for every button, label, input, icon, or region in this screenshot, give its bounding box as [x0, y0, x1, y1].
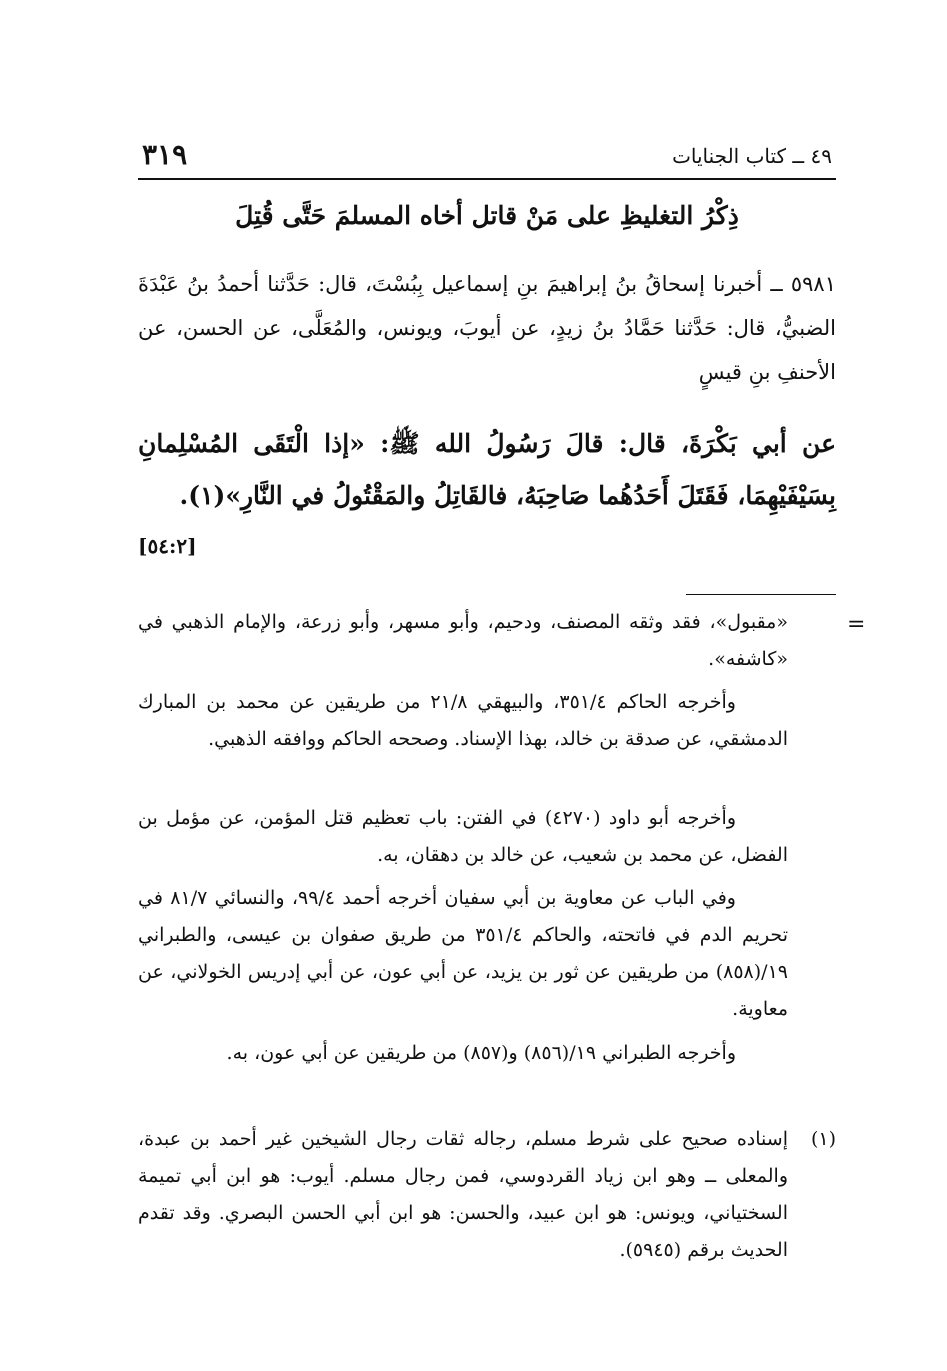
section-title: ذِكْرُ التغليظِ على مَنْ قاتل أخاه المسلمَ حَتَّى قُتِلَ — [235, 201, 739, 230]
hadith-matn: عن أبي بَكْرَةَ، قال: قالَ رَسُولُ الله ﷺ: «إذا الْتَقَى المُسْلِمانِ بِسَيْفَيْهِمَا، فَقَتَلَ أَحَدُهُما صَاحِبَهُ، فالقَاتِلُ والمَقْتُولُ في النَّارِ»(١). — [138, 429, 836, 510]
running-title: ٤٩ ــ كتاب الجنايات — [672, 144, 832, 168]
page-number: ٣١٩ — [142, 138, 188, 171]
hadith-isnad: ٥٩٨١ ــ أخبرنا إسحاقُ بنُ إبراهيمَ بنِ إسماعيل بِبُسْتَ، قال: حَدَّثنا أحمدُ بنُ عَبْدَةَ الضبيُّ، قال: حَدَّثنا حَمَّادُ بنُ زيدٍ، عن أيوبَ، ويونس، والمُعَلَّى، عن الحسن، عن الأحنفِ بنِ قيسٍ — [138, 272, 836, 384]
footnote-paragraph: وفي الباب عن معاوية بن أبي سفيان أخرجه أحمد ٩٩/٤، والنسائي ٨١/٧ في تحريم الدم في فاتحته، والحاكم ٣٥١/٤ من طريق صفوان بن عيسى، والطبراني ١٩/(٨٥٨) من طريقين عن ثور بن يزيد، عن أبي عون، عن أبي إدريس الخولاني، عن معاوية. — [138, 887, 788, 1020]
footnote-number: (١) — [810, 1128, 836, 1150]
footnote-text: إسناده صحيح على شرط مسلم، رجاله ثقات رجال الشيخين غير أحمد بن عبدة، والمعلى ــ وهو ابن زياد القردوسي، فمن رجال مسلم. أيوب: هو ابن أبي تميمة السختياني، ويونس: هو ابن عبيد، والحسن: هو ابن أبي الحسن البصري. وقد تقدم الحديث برقم (٥٩٤٥). — [138, 1128, 788, 1261]
footnote-paragraph: وأخرجه أبو داود (٤٢٧٠) في الفتن: باب تعظيم قتل المؤمن، عن مؤمل بن الفضل، عن محمد بن شعيب، عن خالد بن دهقان، به. — [138, 807, 788, 866]
page-header — [138, 132, 836, 180]
footnote-paragraph: وأخرجه الطبراني ١٩/(٨٥٦) و(٨٥٧) من طريقين عن أبي عون، به. — [226, 1042, 736, 1064]
hadith-reference: [٥٤:٢] — [138, 534, 197, 558]
footnote-paragraph: «مقبول»، فقد وثقه المصنف، ودحيم، وأبو مسهر، وأبو زرعة، والإمام الذهبي في «كاشفه». — [138, 611, 788, 670]
footnote-paragraph: وأخرجه الحاكم ٣٥١/٤، والبيهقي ٢١/٨ من طريقين عن محمد بن المبارك الدمشقي، عن صدقة بن خالد، بهذا الإسناد. وصححه الحاكم ووافقه الذهبي. — [138, 691, 788, 750]
footnote-divider — [686, 594, 836, 595]
footnote-continuation-mark: = — [847, 612, 866, 637]
